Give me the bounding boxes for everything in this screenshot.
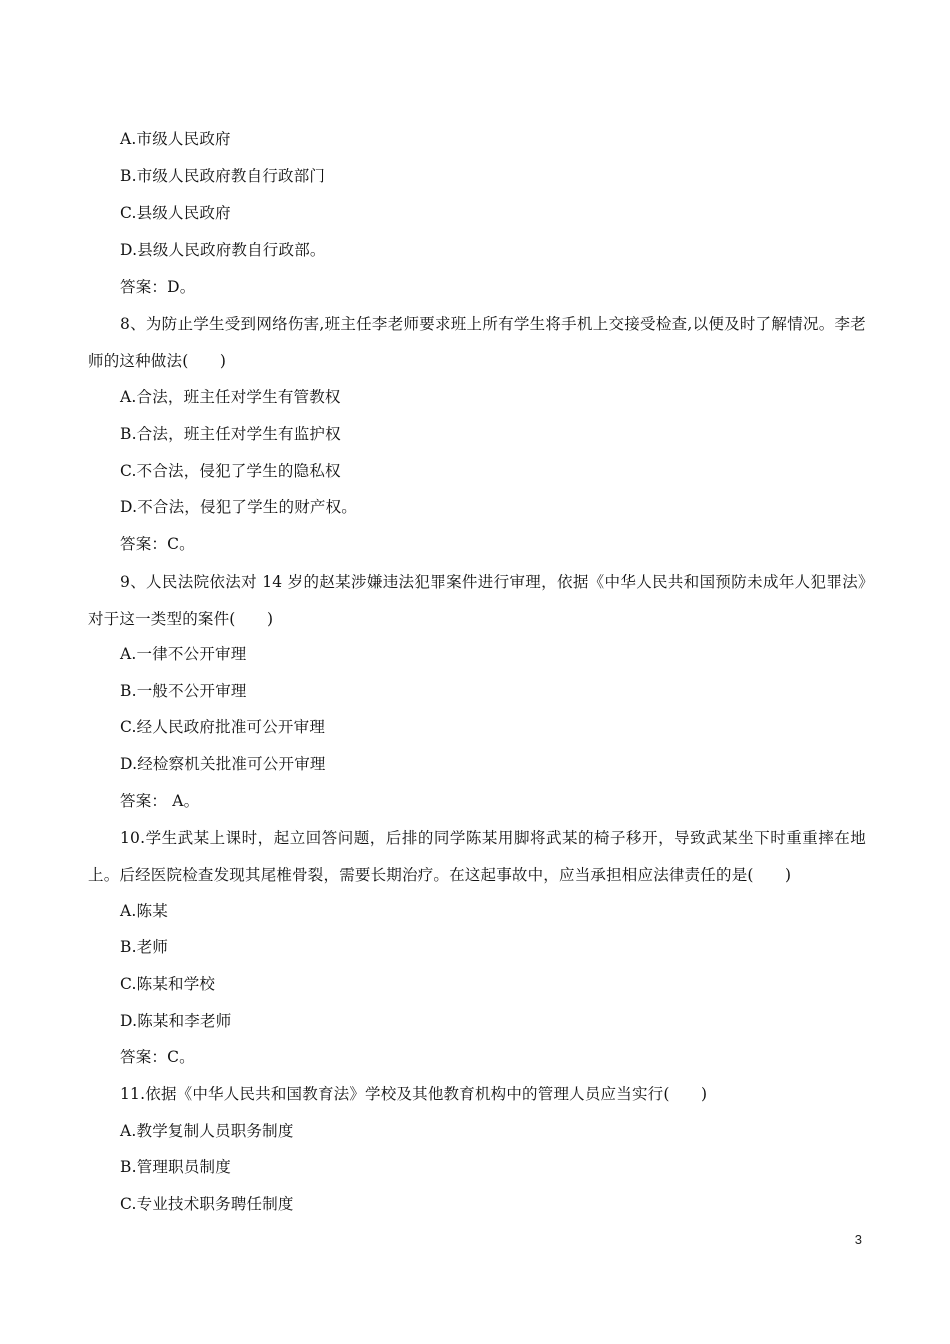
q7-option-a: A.市级人民政府 (120, 130, 231, 148)
q7-option-d: D.县级人民政府教自行政部。 (120, 241, 326, 259)
q9-stem: 9、人民法院依法对 14 岁的赵某涉嫌违法犯罪案件进行审理，依据《中华人民共和国预防未成年人犯罪法》对于这一类型的案件( ) (88, 573, 866, 628)
q9-answer: 答案： A。 (120, 792, 200, 810)
page-number: 3 (854, 1232, 862, 1247)
q8-answer: 答案：C。 (120, 535, 195, 553)
q8-option-d: D.不合法，侵犯了学生的财产权。 (120, 498, 358, 516)
q8-option-c: C.不合法，侵犯了学生的隐私权 (120, 462, 341, 480)
q11-option-c: C.专业技术职务聘任制度 (120, 1195, 294, 1213)
q11-stem: 11.依据《中华人民共和国教育法》学校及其他教育机构中的管理人员应当实行( ) (120, 1085, 708, 1103)
q10-option-a: A.陈某 (120, 902, 168, 920)
q11-option-a: A.教学复制人员职务制度 (120, 1122, 294, 1140)
q10-option-d: D.陈某和李老师 (120, 1012, 232, 1030)
q10-answer: 答案：C。 (120, 1048, 195, 1066)
q9-option-b: B.一般不公开审理 (120, 682, 247, 700)
q11-option-b: B.管理职员制度 (120, 1158, 231, 1176)
q9-option-a: A.一律不公开审理 (120, 645, 247, 663)
q10-stem: 10.学生武某上课时，起立回答问题，后排的同学陈某用脚将武某的椅子移开，导致武某坐下时重重摔在地上。后经医院检查发现其尾椎骨裂，需要长期治疗。在这起事故中，应当承担相应法律责任的是( ) (88, 829, 866, 884)
q8-option-a: A.合法，班主任对学生有管教权 (120, 388, 341, 406)
q7-option-c: C.县级人民政府 (120, 204, 231, 222)
q9-option-d: D.经检察机关批准可公开审理 (120, 755, 326, 773)
q9-option-c: C.经人民政府批准可公开审理 (120, 718, 326, 736)
q10-option-c: C.陈某和学校 (120, 975, 216, 993)
q7-answer: 答案：D。 (120, 278, 196, 296)
q10-option-b: B.老师 (120, 938, 169, 956)
q8-stem: 8、为防止学生受到网络伤害,班主任李老师要求班上所有学生将手机上交接受检查,以便及时了解情况。李老师的这种做法( ) (88, 315, 866, 370)
q8-option-b: B.合法，班主任对学生有监护权 (120, 425, 341, 443)
q7-option-b: B.市级人民政府教自行政部门 (120, 167, 326, 185)
